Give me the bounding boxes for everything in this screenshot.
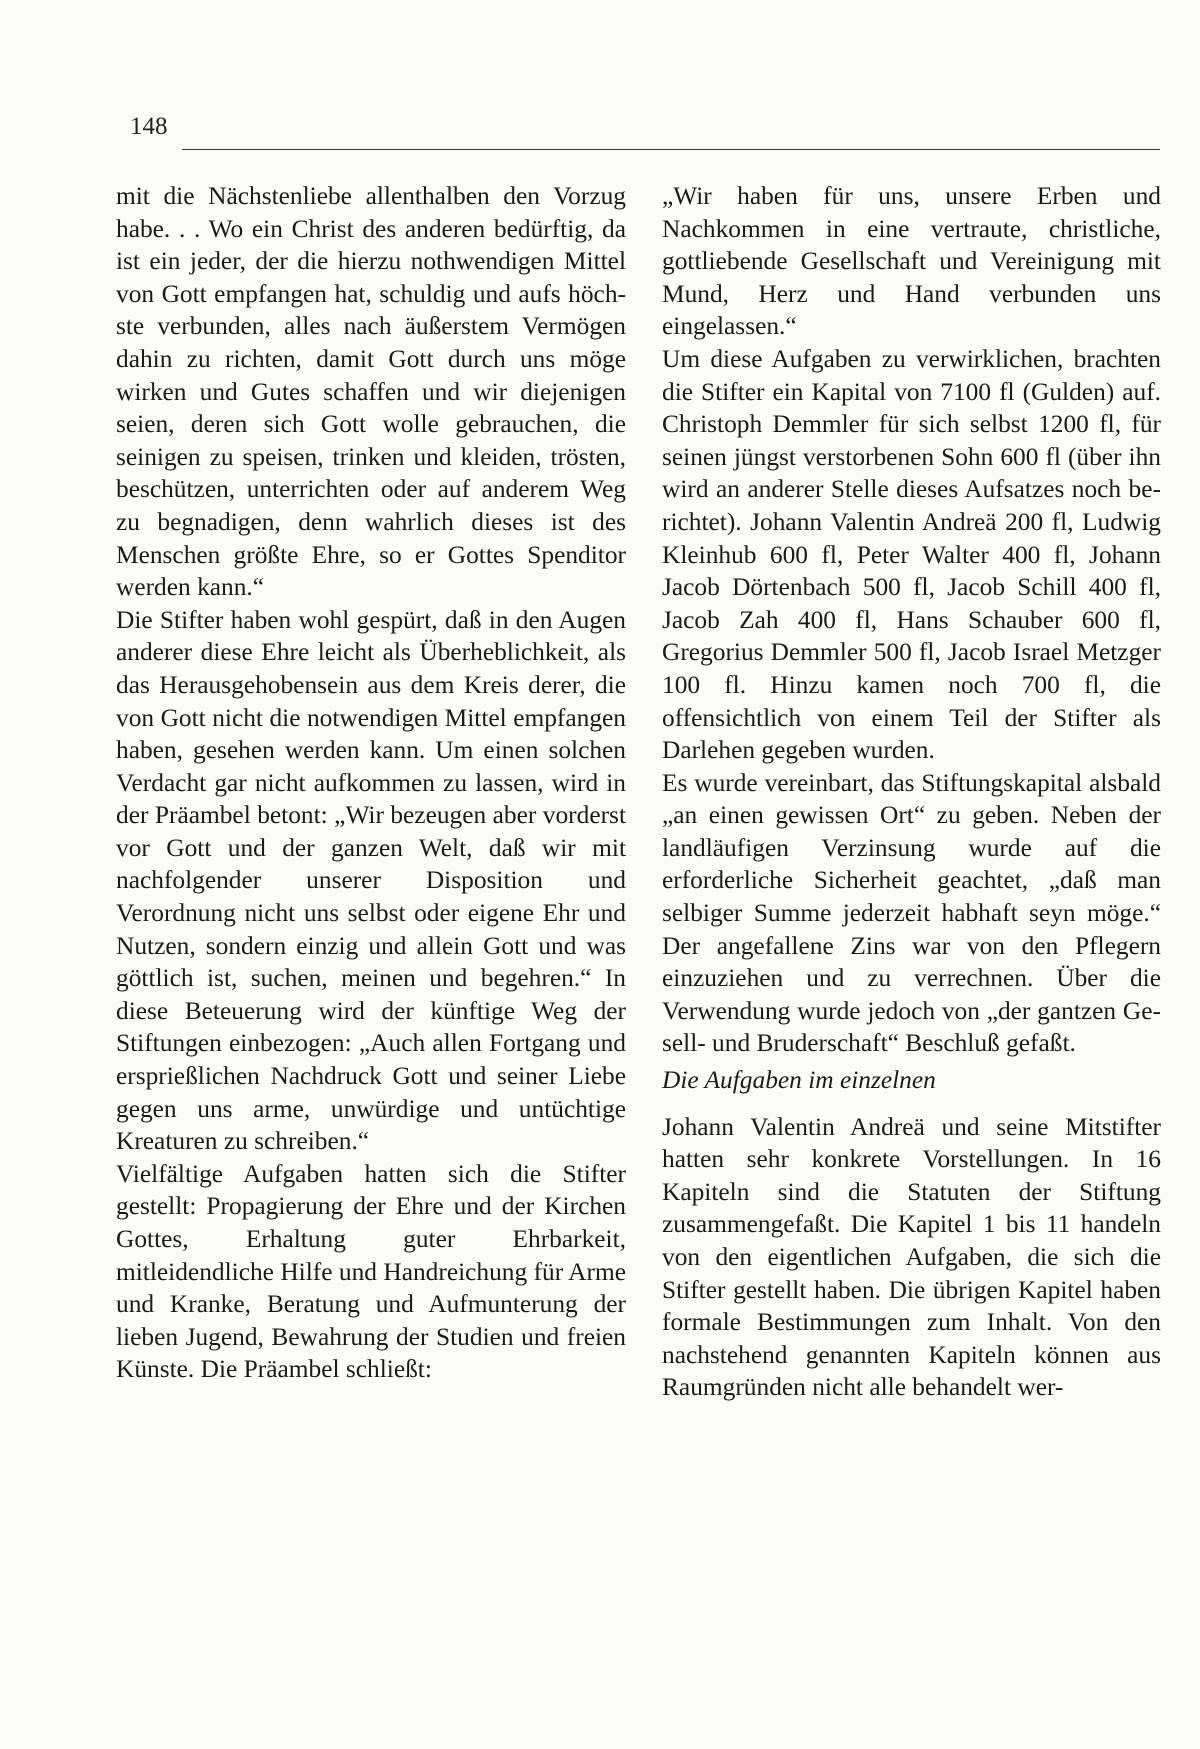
page-header	[130, 112, 1160, 152]
page-number: 148	[130, 113, 168, 140]
paragraph: Vielfältige Aufgaben hatten sich die Stifter gestellt: Propagierung der Ehre und der Kirchen Gottes, Erhaltung guter Ehrbarkeit, mitleidendliche Hilfe und Handreichung für Arme und Kranke, Beratung und Aufmunterung der lieben Jugend, Bewahrung der Studien und freien Künste. Die Präambel schließt:	[116, 1159, 626, 1384]
header-rule	[182, 149, 1160, 150]
paragraph: mit die Nächstenliebe allenthalben den Vorzug habe. . . Wo ein Christ des anderen bedürftig, da ist ein jeder, der die hierzu nothwendigen Mittel von Gott empfangen hat, schuldig und aufs höchste verbunden, alles nach äußerstem Vermögen dahin zu richten, damit Gott durch uns möge wirken und Gutes schaffen und wir diejenigen seien, deren sich Gott wolle gebrauchen, die seinigen zu speisen, trinken und kleiden, trösten, beschützen, unterrichten oder auf anderem Weg zu begnadigen, denn wahrlich dieses ist des Menschen größte Ehre, so er Gottes Spenditor werden kann.“	[116, 182, 626, 602]
left-column	[116, 180, 626, 1386]
paragraph: Johann Valentin Andreä und seine Mitstifter hatten sehr konkrete Vorstellungen. In 16 Kapiteln sind die Statuten der Stiftung zusammengefaßt. Die Kapitel 1 bis 11 handeln von den eigentlichen Aufgaben, die sich die Stifter gestellt haben. Die übrigen Kapitel haben formale Bestimmungen zum Inhalt. Von den nachstehend genannten Kapiteln können aus Raumgründen nicht alle behandelt wer-	[662, 1112, 1161, 1402]
paragraph: „Wir haben für uns, unsere Erben und Nachkommen in eine vertraute, christliche, gottliebende Gesellschaft und Vereinigung mit Mund, Herz und Hand verbunden uns eingelassen.“	[662, 182, 1161, 341]
paragraph: Um diese Aufgaben zu verwirklichen, brachten die Stifter ein Kapital von 7100 fl (Gulden) auf. Christoph Demmler für sich selbst 1200 fl, für seinen jüngst verstorbenen Sohn 600 fl (über ihn wird an anderer Stelle dieses Aufsatzes noch berichtet). Johann Valentin Andreä 200 fl, Ludwig Kleinhub 600 fl, Peter Walter 400 fl, Johann Jacob Dörtenbach 500 fl, Jacob Schill 400 fl, Jacob Zah 400 fl, Hans Schauber 600 fl, Gregorius Demmler 500 fl, Jacob Israel Metzger 100 fl. Hinzu kamen noch 700 fl, die offensichtlich von einem Teil der Stifter als Darlehen gegeben wurden.	[662, 344, 1161, 765]
right-column	[662, 180, 1161, 1404]
paragraph: Die Stifter haben wohl gespürt, daß in den Augen anderer diese Ehre leicht als Überheblichkeit, als das Herausgehobensein aus dem Kreis derer, die von Gott nicht die notwendigen Mittel empfangen haben, gesehen werden kann. Um einen solchen Verdacht gar nicht aufkommen zu lassen, wird in der Präambel betont: „Wir bezeugen aber vorderst vor Gott und der ganzen Welt, daß wir mit nachfolgender unserer Disposition und Verordnung nicht uns selbst oder eigene Ehr und Nutzen, sondern einzig und allein Gott und was göttlich ist, suchen, meinen und begehren.“ In diese Beteuerung wird der künftige Weg der Stiftungen einbezogen: „Auch allen Fortgang und ersprießlichen Nachdruck Gott und seiner Liebe gegen uns arme, unwürdige und untüchtige Kreaturen zu schreiben.“	[116, 605, 626, 1156]
paragraph: Es wurde vereinbart, das Stiftungskapital alsbald „an einen gewissen Ort“ zu geben. Neben der landläufigen Verzinsung wurde auf die erforderliche Sicherheit geachtet, „daß man selbiger Summe jederzeit habhaft seyn möge.“ Der angefallene Zins war von den Pflegern einzuziehen und zu verrechnen. Über die Verwendung wurde jedoch von „der gantzen Gesell- und Bruderschaft“ Beschluß gefaßt.	[662, 768, 1161, 1058]
section-heading: Die Aufgaben im einzelnen	[662, 1066, 936, 1095]
